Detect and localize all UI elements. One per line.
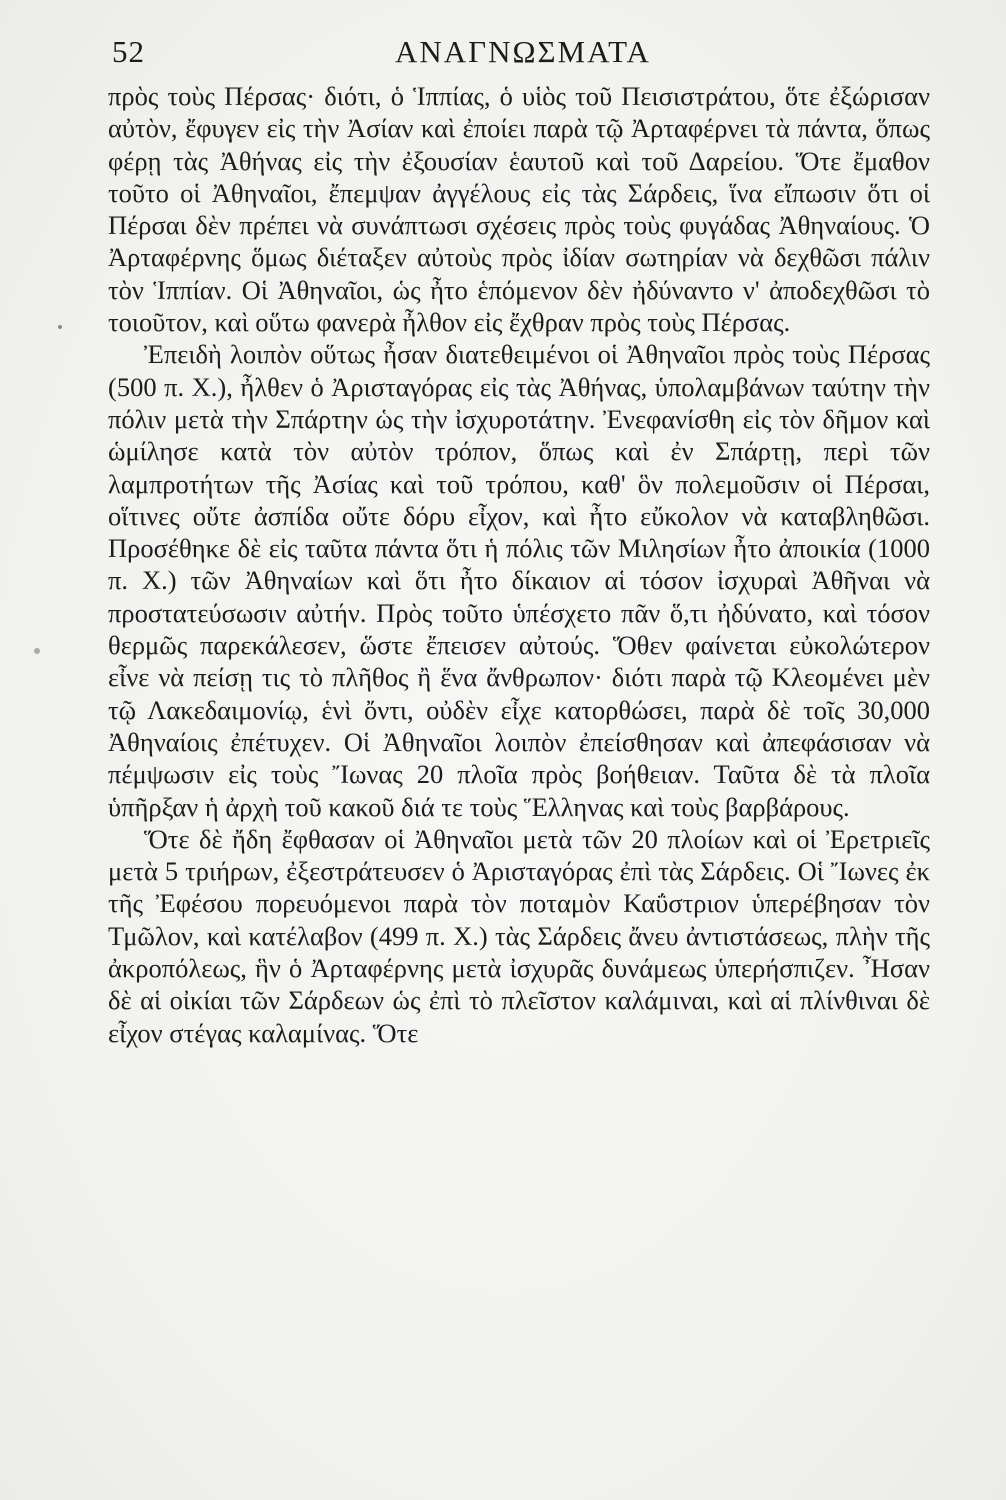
paragraph-3: Ὅτε δὲ ἤδη ἔφθασαν οἱ Ἀθηναῖοι μετὰ τῶν 20 πλοίων καὶ οἱ Ἐρετριεῖς μετὰ 5 τριήρων, ἐξεστράτευσεν ὁ Ἀρισταγόρας ἐπὶ τὰς Σάρδεις. Οἱ Ἴωνες ἐκ τῆς Ἐφέσου πορευόμενοι παρὰ τὸν ποταμὸν Καΰστριον ὑπερέβησαν τὸν Τμῶλον, καὶ κατέλαβον (499 π. Χ.) τὰς Σάρδεις ἄνευ ἀντιστάσεως, πλὴν τῆς ἀκροπόλεως, ἣν ὁ Ἀρταφέρνης μετὰ ἰσχυρᾶς δυνάμεως ὑπερήσπιζεν. Ἦσαν δὲ αἱ οἰκίαι τῶν Σάρδεων ὡς ἐπὶ τὸ πλεῖστον καλάμιναι, καὶ αἱ πλίνθιναι δὲ εἶχον στέγας καλαμίνας. Ὅτε — [108, 823, 930, 1048]
ink-speck — [58, 325, 62, 329]
paragraph-1: πρὸς τοὺς Πέρσας· διότι, ὁ Ἱππίας, ὁ υἱὸς τοῦ Πεισιστράτου, ὅτε ἐξώρισαν αὐτὸν, ἔφυγεν εἰς τὴν Ἀσίαν καὶ ἐποίει παρὰ τῷ Ἀρταφέρνει τὰ πάντα, ὅπως φέρῃ τὰς Ἀθήνας εἰς τὴν ἐξουσίαν ἑαυτοῦ καὶ τοῦ Δαρείου. Ὅτε ἔμαθον τοῦτο οἱ Ἀθηναῖοι, ἔπεμψαν ἀγγέλους εἰς τὰς Σάρδεις, ἵνα εἴπωσιν ὅτι οἱ Πέρσαι δὲν πρέπει νὰ συνάπτωσι σχέσεις πρὸς τοὺς φυγάδας Ἀθηναίους. Ὁ Ἀρταφέρνης ὅμως διέταξεν αὐτοὺς πρὸς ἰδίαν σωτηρίαν νὰ δεχθῶσι πάλιν τὸν Ἱππίαν. Οἱ Ἀθηναῖοι, ὡς ἦτο ἑπόμενον δὲν ἠδύναντο ν' ἀποδεχθῶσι τὸ τοιοῦτον, καὶ οὕτω φανερὰ ἦλθον εἰς ἔχθραν πρὸς τοὺς Πέρσας. — [108, 81, 930, 338]
ink-speck — [34, 648, 40, 654]
paragraph-2: Ἐπειδὴ λοιπὸν οὕτως ἦσαν διατεθειμένοι οἱ Ἀθηναῖοι πρὸς τοὺς Πέρσας (500 π. Χ.), ἦλθεν ὁ Ἀρισταγόρας εἰς τὰς Ἀθήνας, ὑπολαμβάνων ταύτην τὴν πόλιν μετὰ τὴν Σπάρτην ὡς τὴν ἰσχυροτάτην. Ἐνεφανίσθη εἰς τὸν δῆμον καὶ ὡμίλησε κατὰ τὸν αὐτὸν τρόπον, ὅπως καὶ ἐν Σπάρτῃ, περὶ τῶν λαμπροτήτων τῆς Ἀσίας καὶ τοῦ τρόπου, καθ' ὃν πολεμοῦσιν οἱ Πέρσαι, οἵτινες οὔτε ἀσπίδα οὔτε δόρυ εἶχον, καὶ ἦτο εὔκολον νὰ καταβληθῶσι. Προσέθηκε δὲ εἰς ταῦτα πάντα ὅτι ἡ πόλις τῶν Μιλησίων ἦτο ἀποικία (1000 π. Χ.) τῶν Ἀθηναίων καὶ ὅτι ἦτο δίκαιον αἱ τόσον ἰσχυραὶ Ἀθῆναι νὰ προστατεύσωσιν αὐτήν. Πρὸς τοῦτο ὑπέσχετο πᾶν ὅ,τι ἠδύνατο, καὶ τόσον θερμῶς παρεκάλεσεν, ὥστε ἔπεισεν αὐτούς. Ὅθεν φαίνεται εὐκολώτερον εἶνε νὰ πείσῃ τις τὸ πλῆθος ἢ ἕνα ἄνθρωπον· διότι παρὰ τῷ Κλεομένει μὲν τῷ Λακεδαιμονίῳ, ἑνὶ ὄντι, οὐδὲν εἶχε κατορθώσει, παρὰ δὲ τοῖς 30,000 Ἀθηναίοις ἐπέτυχεν. Οἱ Ἀθηναῖοι λοιπὸν ἐπείσθησαν καὶ ἀπεφάσισαν νὰ πέμψωσιν εἰς τοὺς Ἴωνας 20 πλοῖα πρὸς βοήθειαν. Ταῦτα δὲ τὰ πλοῖα ὑπῆρξαν ἡ ἀρχὴ τοῦ κακοῦ διά τε τοὺς Ἕλληνας καὶ τοὺς βαρβάρους. — [108, 339, 930, 822]
page-number: 52 — [112, 34, 145, 69]
page-header — [112, 34, 932, 84]
running-title: ΑΝΑΓΝΩΣΜΑΤΑ — [395, 34, 651, 69]
body-text — [108, 80, 930, 1049]
